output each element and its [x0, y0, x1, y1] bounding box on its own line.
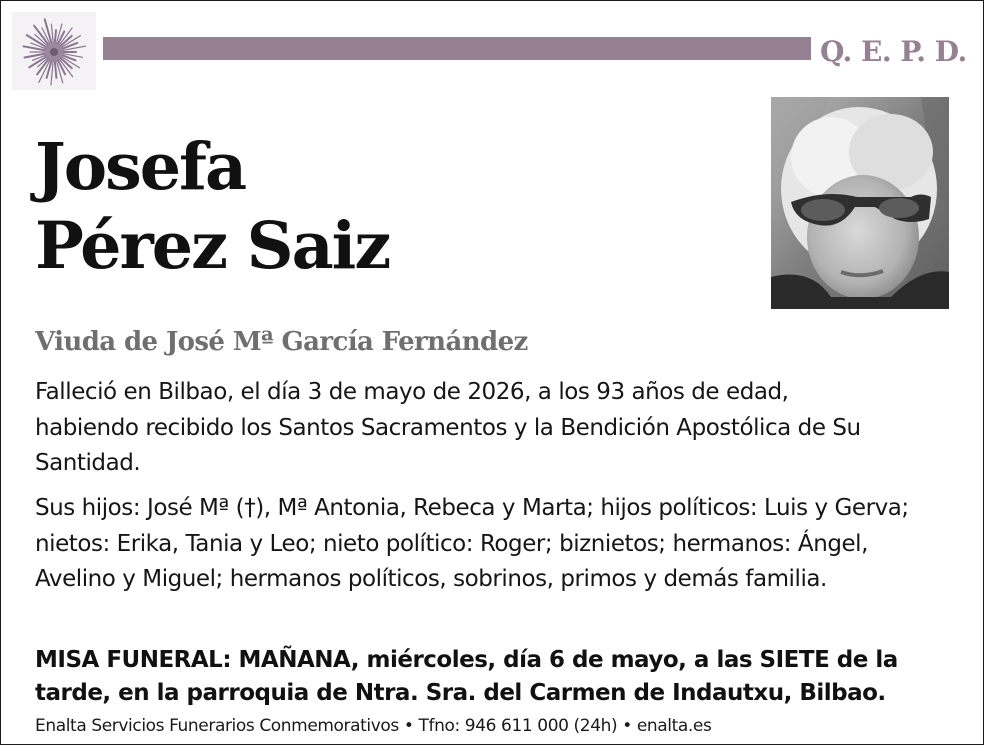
portrait-photo [771, 97, 949, 309]
death-notice-paragraph: Falleció en Bilbao, el día 3 de mayo de 2026, a los 93 años de edad, habiendo recibido los Santos Sacramentos y la Bendición Apostólica de Su Santidad. [35, 379, 861, 476]
funeral-mass-paragraph: MISA FUNERAL: MAÑANA, miércoles, día 6 de mayo, a las SIETE de la tarde, en la parroquia de Ntra. Sra. del Carmen de Indautxu, Bilbao. [35, 647, 898, 706]
family-paragraph: Sus hijos: José Mª (†), Mª Antonia, Rebeca y Marta; hijos políticos: Luis y Gerva; nietos: Erika, Tania y Leo; nieto político: Roger; biznietos; hermanos: Ángel, Avelino y Miguel; hermanos políticos, sobrinos, primos y demás familia. [35, 495, 909, 592]
thistle-flower-icon [12, 12, 96, 90]
first-name: Josefa [35, 129, 246, 205]
qepd-heading: Q. E. P. D. [820, 35, 967, 68]
surnames: Pérez Saiz [35, 208, 390, 284]
deceased-name [35, 128, 389, 286]
funeral-home-footer: Enalta Servicios Funerarios Conmemorativos • Tfno: 946 611 000 (24h) • enalta.es [35, 716, 712, 736]
widow-of-line: Viuda de José Mª García Fernández [35, 327, 528, 357]
header-band [103, 37, 811, 60]
